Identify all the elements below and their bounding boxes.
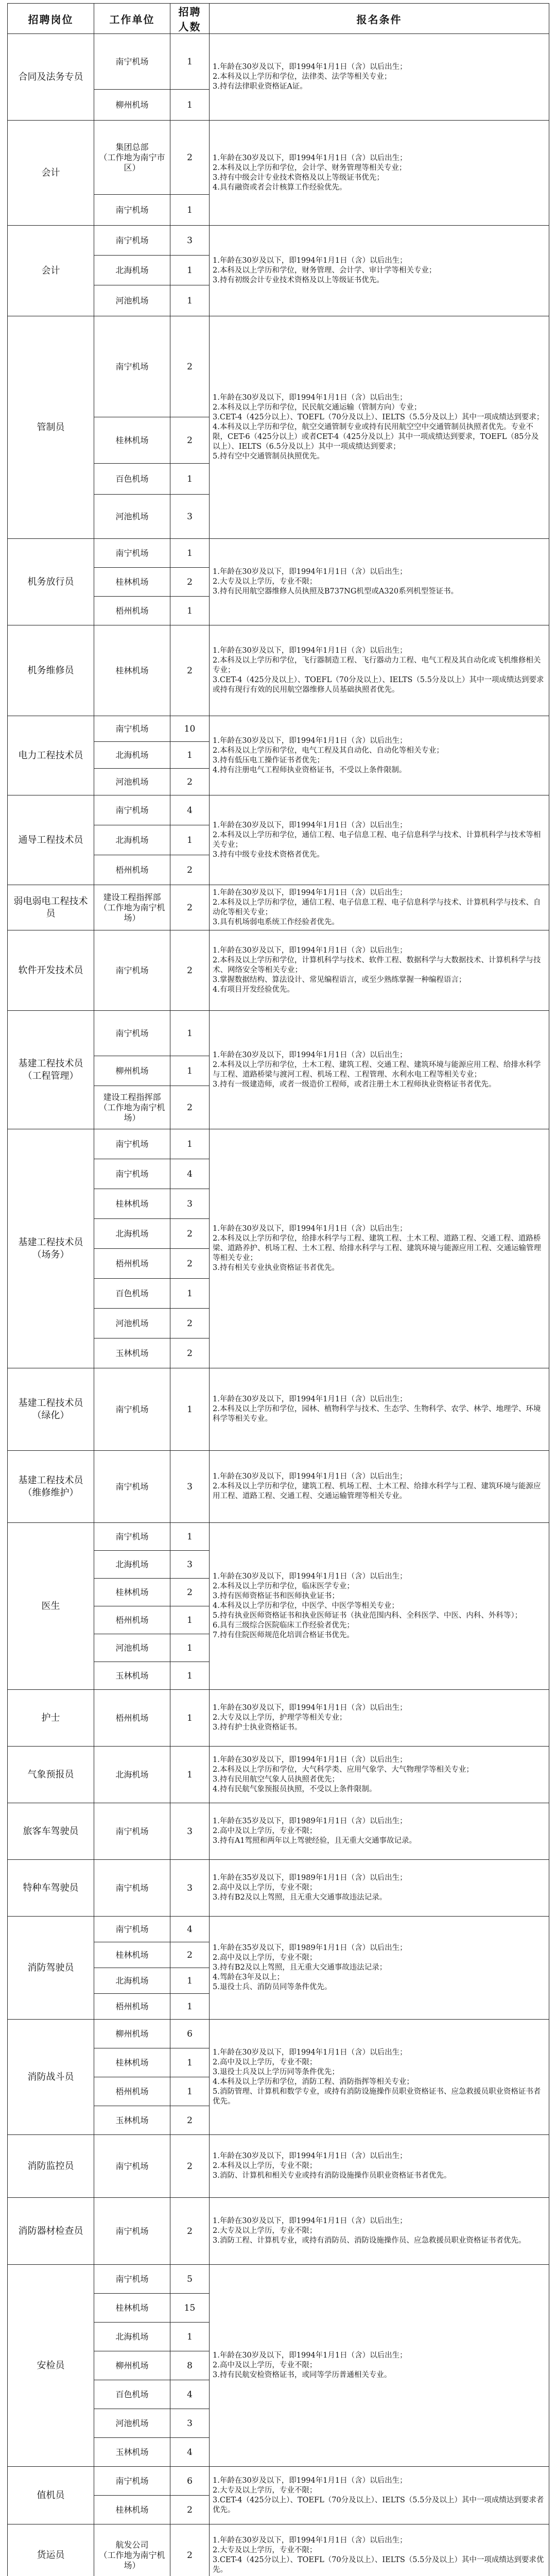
recruitment-table-container [7,3,549,2576]
requirements-cell: 1.年龄在30岁及以下，即1994年1月1日（含）以后出生； 2.大专及以上学历，护理学等相关专业； 3.持有护士执业资格证书。 [210,1690,549,1747]
count-cell: 2 [170,1579,210,1606]
count-cell: 1 [170,1662,210,1690]
position-cell: 合同及法务专员 [8,34,94,121]
unit-cell: 桂林机场 [94,1579,170,1606]
unit-cell: 南宁机场 [94,2135,170,2198]
table-row [8,2467,549,2496]
unit-cell: 梧州机场 [94,1994,170,2020]
count-cell: 2 [170,625,210,716]
table-row [8,885,549,930]
table-row [8,1011,549,1056]
count-cell: 1 [170,1368,210,1451]
table-row [8,539,549,568]
table-row [8,2524,549,2576]
count-cell: 1 [170,1690,210,1747]
table-row [8,2135,549,2198]
unit-cell: 玉林机场 [94,1662,170,1690]
position-cell: 气象预报员 [8,1747,94,1803]
unit-cell: 南宁机场 [94,34,170,90]
count-cell: 2 [170,417,210,464]
unit-cell: 梧州机场 [94,1606,170,1634]
requirements-cell: 1.年龄在35岁及以下，即1989年1月1日（含）以后出生； 2.高中及以上学历，专业不限； 3.持有B2及以上驾照，且无重大交通事故违法记录； 4.驾龄在3年及以上； 5.退役士兵、消防员同等条件优先。 [210,1917,549,2020]
unit-cell: 桂林机场 [94,1189,170,1219]
unit-cell: 北海机场 [94,825,170,855]
unit-cell: 南宁机场 [94,716,170,742]
position-cell: 基建工程技术员（绿化） [8,1368,94,1451]
unit-cell: 南宁机场 [94,316,170,417]
count-cell: 1 [170,285,210,316]
header-unit: 工作单位 [94,4,170,34]
unit-cell: 建设工程指挥部 （工作地为南宁机场） [94,1086,170,1129]
requirements-cell: 1.年龄在30岁及以下，即1994年1月1日（含）以后出生； 2.本科及以上学历和学位，电气工程及其自动化、自动化等相关专业； 3.持有低压电工操作证书者优先； 4.持有注册电气工程师执业资格证书，不受以上条件限制。 [210,716,549,795]
unit-cell: 南宁机场 [94,930,170,1011]
position-cell: 货运员 [8,2524,94,2576]
table-row [8,34,549,90]
count-cell: 8 [170,2351,210,2380]
count-cell: 1 [170,597,210,625]
unit-cell: 桂林机场 [94,568,170,597]
count-cell: 15 [170,2294,210,2323]
count-cell: 2 [170,568,210,597]
position-cell: 消防驾驶员 [8,1917,94,2020]
position-cell: 会计 [8,226,94,316]
position-cell: 弱电弱电工程技术员 [8,885,94,930]
unit-cell: 梧州机场 [94,1690,170,1747]
count-cell: 2 [170,2524,210,2576]
unit-cell: 梧州机场 [94,855,170,885]
unit-cell: 建设工程指挥部 （工作地为南宁机场） [94,885,170,930]
requirements-cell: 1.年龄在35岁及以下，即1989年1月1日（含）以后出生； 2.高中及以上学历，专业不限； 3.持有B2及以上驾照，且无重大交通事故违法记录。 [210,1860,549,1917]
table-row [8,625,549,716]
unit-cell: 南宁机场 [94,1129,170,1159]
unit-cell: 南宁机场 [94,1803,170,1860]
count-cell: 4 [170,2438,210,2467]
table-row [8,795,549,825]
table-row [8,121,549,195]
position-cell: 护士 [8,1690,94,1747]
unit-cell: 梧州机场 [94,1249,170,1279]
unit-cell: 北海机场 [94,742,170,769]
unit-cell: 桂林机场 [94,2294,170,2323]
position-cell: 消防战斗员 [8,2020,94,2135]
count-cell: 1 [170,256,210,285]
unit-cell: 南宁机场 [94,2265,170,2294]
count-cell: 1 [170,742,210,769]
position-cell: 旅客车驾驶员 [8,1803,94,1860]
unit-cell: 梧州机场 [94,597,170,625]
count-cell: 1 [170,2323,210,2351]
unit-cell: 桂林机场 [94,1942,170,1968]
table-row [8,1803,549,1860]
table-row [8,2020,549,2048]
unit-cell: 百色机场 [94,464,170,495]
count-cell: 1 [170,1634,210,1662]
requirements-cell: 1.年龄在30岁及以下，即1994年1月1日（含）以后出生； 2.本科及以上学历和学位，建筑工程、机场工程、土木工程、给排水科学与工程、建筑环境与能源应用工程、道路工程、交通工程、交通运输管理等相关专业。 [210,1451,549,1523]
count-cell: 1 [170,1279,210,1309]
unit-cell: 河池机场 [94,495,170,539]
unit-cell: 南宁机场 [94,226,170,256]
position-cell: 基建工程技术员（工程管理） [8,1011,94,1129]
count-cell: 1 [170,1011,210,1056]
position-cell: 消防器材检查员 [8,2198,94,2265]
header-position: 招聘岗位 [8,4,94,34]
position-cell: 基建工程技术员（场务） [8,1129,94,1368]
unit-cell: 南宁机场 [94,1368,170,1451]
unit-cell: 南宁机场 [94,539,170,568]
count-cell: 2 [170,1309,210,1338]
count-cell: 6 [170,2020,210,2048]
table-row [8,1747,549,1803]
requirements-cell: 1.年龄在30岁及以下，即1994年1月1日（含）以后出生； 2.本科及以上学历和学位，飞行器制造工程、飞行器动力工程、电气工程及其自动化或飞机维修相关专业； 3.CET-4（425分及以上）、TOEFL（70分及以上）、IELTS（5.5分及以上）其中一项成绩达到要求或持有现行有效的民用航空器维修人员基础执照者优先。 [210,625,549,716]
count-cell: 1 [170,1606,210,1634]
count-cell: 3 [170,1189,210,1219]
requirements-cell: 1.年龄在30岁及以下，即1994年1月1日（含）以后出生； 2.高中及以上学历，专业不限； 3.退役士兵及以上学历同等条件优先； 4.本科及以上学历和学位，消防工程、消防指挥等相关专业； 5.消防管理、计算机和数学专业，或持有消防设施操作员职业资格证书、应急救援员职业资格证书者优先。 [210,2020,549,2135]
count-cell: 1 [170,34,210,90]
count-cell: 1 [170,2077,210,2106]
unit-cell: 柳州机场 [94,90,170,121]
count-cell: 3 [170,1451,210,1523]
unit-cell: 航发公司 （工作地为南宁机场） [94,2524,170,2576]
count-cell: 1 [170,1056,210,1086]
unit-cell: 南宁机场 [94,1451,170,1523]
count-cell: 2 [170,2135,210,2198]
count-cell: 3 [170,1551,210,1579]
unit-cell: 南宁机场 [94,2467,170,2496]
unit-cell: 南宁机场 [94,1159,170,1189]
requirements-cell: 1.年龄在30岁及以下，即1994年1月1日（含）以后出生； 2.本科及以上学历和学位，给排水科学与工程、建筑工程、土木工程、道路工程、交通工程、道路桥梁、道路养护、机场工程、土木工程、给排水科学与工程、建筑环境与能源应用工程、交通运输管理等相关专业； 3.持有相关专业执业资格证书者优先。 [210,1129,549,1368]
count-cell: 10 [170,716,210,742]
table-row [8,1451,549,1523]
position-cell: 电力工程技术员 [8,716,94,795]
unit-cell: 北海机场 [94,256,170,285]
requirements-cell: 1.年龄在30岁及以下，即1994年1月1日（含）以后出生； 2.本科及以上学历和学位，通信工程、电子信息工程、电子信息科学与技术、计算机科学与技术、自动化等相关专业； 3.具有机场弱电系统工作经验者优先。 [210,885,549,930]
requirements-cell: 1.年龄在30岁及以下，即1994年1月1日（含）以后出生； 2.大专及以上学历，专业不限； 3.CET-4（425分以上）、TOEFL（70分及以上）、IELTS（5.5分及以上）其中一项成绩达到要求者优先。 [210,2467,549,2524]
requirements-cell: 1.年龄在30岁及以下，即1994年1月1日（含）以后出生； 2.本科及以上学历，专业不限； 3.消防、计算机和相关专业或持有消防设施操作员职业资格证书者优先。 [210,2135,549,2198]
unit-cell: 桂林机场 [94,2048,170,2077]
unit-cell: 南宁机场 [94,1860,170,1917]
requirements-cell: 1.年龄在35岁及以下，即1989年1月1日（含）以后出生； 2.高中及以上学历，专业不限； 3.持有A1驾照和两年以上驾驶经验，且无重大交通事故记录。 [210,1803,549,1860]
count-cell: 2 [170,2106,210,2135]
table-row [8,1129,549,1159]
unit-cell: 北海机场 [94,1968,170,1994]
unit-cell: 南宁机场 [94,1523,170,1551]
count-cell: 2 [170,1942,210,1968]
count-cell: 1 [170,464,210,495]
table-row [8,226,549,256]
position-cell: 软件开发技术员 [8,930,94,1011]
count-cell: 1 [170,1994,210,2020]
count-cell: 5 [170,2265,210,2294]
count-cell: 2 [170,855,210,885]
table-row [8,316,549,417]
requirements-cell: 1.年龄在30岁及以下，即1994年1月1日（含）以后出生； 2.本科及以上学历和学位，计算机科学与技术、软件工程、数据科学与大数据技术、计算机科学与技术、网络安全等相关专业； 3.掌握数据结构、算法设计、常见编程语言，或至少熟练掌握一种编程语言； 4.有项目开发经验优先。 [210,930,549,1011]
unit-cell: 百色机场 [94,1279,170,1309]
count-cell: 1 [170,1129,210,1159]
requirements-cell: 1.年龄在30岁及以下，即1994年1月1日（含）以后出生； 2.本科及以上学历和学位，大气科学类、应用气象学、大气物理学等相关专业； 3.持有民用航空气象人员执照者优先； 4.持有民航气象预报员执照，不受以上条件限制。 [210,1747,549,1803]
unit-cell: 柳州机场 [94,2020,170,2048]
unit-cell: 玉林机场 [94,2106,170,2135]
position-cell: 消防监控员 [8,2135,94,2198]
header-requirements: 报名条件 [210,4,549,34]
unit-cell: 桂林机场 [94,417,170,464]
count-cell: 4 [170,1159,210,1189]
unit-cell: 南宁机场 [94,1011,170,1056]
count-cell: 3 [170,1803,210,1860]
count-cell: 4 [170,1917,210,1942]
count-cell: 3 [170,226,210,256]
table-row [8,1523,549,1551]
table-row [8,930,549,1011]
position-cell: 通导工程技术员 [8,795,94,885]
position-cell: 机务维修员 [8,625,94,716]
unit-cell: 南宁机场 [94,795,170,825]
unit-cell: 梧州机场 [94,2077,170,2106]
recruitment-table [7,3,549,2576]
count-cell: 4 [170,2380,210,2409]
unit-cell: 北海机场 [94,1219,170,1249]
count-cell: 1 [170,1747,210,1803]
unit-cell: 桂林机场 [94,625,170,716]
table-header-row [8,4,549,34]
count-cell: 1 [170,539,210,568]
count-cell: 2 [170,2496,210,2524]
unit-cell: 集团总部 （工作地为南宁市区） [94,121,170,195]
unit-cell: 玉林机场 [94,2438,170,2467]
unit-cell: 河池机场 [94,1309,170,1338]
requirements-cell: 1.年龄在30岁及以下，即1994年1月1日（含）以后出生； 2.本科及以上学历和学位，财务管理、会计学、审计学等相关专业； 3.持有初级会计专业技术资格及以上等级证书优先。 [210,226,549,316]
position-cell: 会计 [8,121,94,226]
unit-cell: 北海机场 [94,1747,170,1803]
requirements-cell: 1.年龄在30岁及以下，即1994年1月1日（含）以后出生； 2.本科及以上学历和学位，法律类、法学等相关专业； 3.持有法律职业资格证A证。 [210,34,549,121]
table-row [8,2265,549,2294]
count-cell: 3 [170,1860,210,1917]
position-cell: 特种车驾驶员 [8,1860,94,1917]
table-row [8,2198,549,2265]
table-row [8,1368,549,1451]
table-body [8,34,549,2576]
count-cell: 1 [170,195,210,226]
unit-cell: 河池机场 [94,2409,170,2438]
count-cell: 1 [170,90,210,121]
unit-cell: 北海机场 [94,1551,170,1579]
position-cell: 基建工程技术员（维修维护） [8,1451,94,1523]
position-cell: 安检员 [8,2265,94,2467]
count-cell: 1 [170,2048,210,2077]
count-cell: 3 [170,495,210,539]
unit-cell: 柳州机场 [94,2351,170,2380]
header-count: 招聘人数 [170,4,210,34]
unit-cell: 河池机场 [94,1634,170,1662]
unit-cell: 南宁机场 [94,1917,170,1942]
table-row [8,1860,549,1917]
count-cell: 2 [170,316,210,417]
table-row [8,1917,549,1942]
unit-cell: 百色机场 [94,2380,170,2409]
unit-cell: 河池机场 [94,769,170,795]
requirements-cell: 1.年龄在30岁及以下，即1994年1月1日（含）以后出生； 2.大专及以上学历，专业不限； 3.持有民用航空器维修人员执照及B737NG机型或A320系列机型签证书。 [210,539,549,625]
unit-cell: 柳州机场 [94,1056,170,1086]
position-cell: 机务放行员 [8,539,94,625]
position-cell: 管制员 [8,316,94,539]
count-cell: 2 [170,1338,210,1368]
position-cell: 医生 [8,1523,94,1690]
count-cell: 1 [170,1968,210,1994]
count-cell: 2 [170,1219,210,1249]
count-cell: 6 [170,2467,210,2496]
unit-cell: 玉林机场 [94,1338,170,1368]
unit-cell: 南宁机场 [94,2198,170,2265]
count-cell: 1 [170,1523,210,1551]
count-cell: 2 [170,121,210,195]
requirements-cell: 1.年龄在30岁及以下，即1994年1月1日（含）以后出生； 2.本科及以上学历和学位，园林、植物科学与技术、生态学、生物科学、农学、林学、地理学、环境科学等相关专业。 [210,1368,549,1451]
count-cell: 2 [170,1086,210,1129]
count-cell: 4 [170,795,210,825]
position-cell: 值机员 [8,2467,94,2524]
count-cell: 1 [170,825,210,855]
unit-cell: 北海机场 [94,2323,170,2351]
unit-cell: 河池机场 [94,285,170,316]
requirements-cell: 1.年龄在30岁及以下，即1994年1月1日（含）以后出生； 2.大专及以上学历，专业不限； 3.消防工程、计算机专业，或持有消防员、消防设施操作员、应急救援员职业资格证书者优先。 [210,2198,549,2265]
count-cell: 2 [170,885,210,930]
table-row [8,716,549,742]
count-cell: 2 [170,769,210,795]
requirements-cell: 1.年龄在30岁及以下，即1994年1月1日（含）以后出生； 2.本科及以上学历和学位，临床医学专业； 3.持有医师资格证书和医师执业证书； 4.本科及以上学历和学位，中医学、中医学等相关专业； 5.持有执业医师资格证书和执业医师证书（执业范围内科、全科医学、中医、内科、外科等）； 6.具有三级综合医院临床工作经验者优先； 7.持有住院医师规范化培训合格证书优先。 [210,1523,549,1690]
requirements-cell: 1.年龄在30岁及以下，即1994年1月1日（含）以后出生； 2.本科及以上学历和学位，通信工程、电子信息工程、电子信息科学与技术、计算机科学与技术等相关专业； 3.持有中级专业技术资格者优先。 [210,795,549,885]
requirements-cell: 1.年龄在30岁及以下，即1994年1月1日（含）以后出生； 2.本科及以上学历和学位，民民航交通运输（管制方向）专业； 3.CET-4（425分以上）、TOEFL（70分及以上）、IELTS（5.5分及以上）其中一项成绩达到要求； 4.本科及以上学历和学位，航空交通管制专业或持有民用航空空中交通管制员执照者优先。专业不限，CET-6（425分以上）或者CET-4（425分及以上）其中一项成绩达到要求，TOEFL（85分及以上）、IELTS（6.5分及以上）其中一项成绩达到要求； 5.持有空中交通管制员执照优先。 [210,316,549,539]
count-cell: 2 [170,930,210,1011]
count-cell: 2 [170,2198,210,2265]
count-cell: 2 [170,1249,210,1279]
count-cell: 3 [170,2409,210,2438]
table-row [8,1690,549,1747]
requirements-cell: 1.年龄在30岁及以下，即1994年1月1日（含）以后出生； 2.本科及以上学历和学位，会计学、财务管理等相关专业； 3.持有中级会计专业技术资格及以上等级证书优先； 4.具有融资或者会计核算工作经验优先。 [210,121,549,226]
requirements-cell: 1.年龄在30岁及以下，即1994年1月1日（含）以后出生； 2.高中及以上学历，专业不限； 3.持有民航安检资格证书，或同等学历普通相关专业。 [210,2265,549,2467]
requirements-cell: 1.年龄在30岁及以下，即1994年1月1日（含）以后出生； 2.本科及以上学历和学位，土木工程、建筑工程、交通工程、建筑环境与能源应用工程、给排水科学与工程、道路桥梁与渡河工程、机场工程、工程管理、水利水电工程等相关专业； 3.持有一级建造师，或者一级造价工程师，或者注册土木工程师执业资格证书者优先。 [210,1011,549,1129]
unit-cell: 桂林机场 [94,2496,170,2524]
unit-cell: 南宁机场 [94,195,170,226]
requirements-cell: 1.年龄在30岁及以下，即1994年1月1日（含）以后出生； 2.大专及以上学历，专业不限； 3.CET-4（425分以上）、TOEFL（70分及以上）、IELTS（5.5分及以上）其中一项成绩达到要求优先。 [210,2524,549,2576]
